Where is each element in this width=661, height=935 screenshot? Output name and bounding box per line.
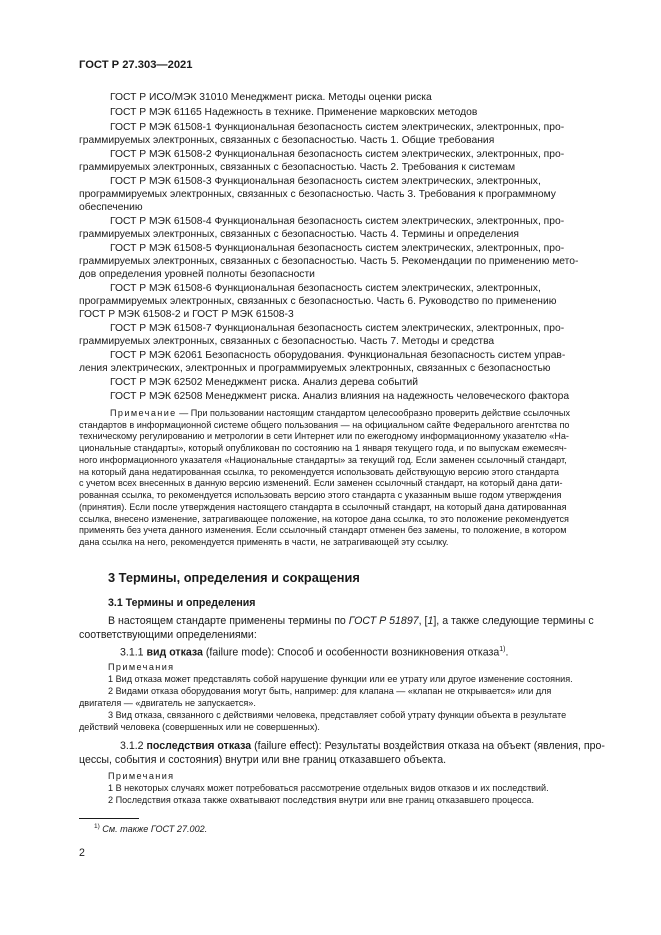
note-line: применять без учета данного изменения. Если ссылочный стандарт отменен без замены, то положение, в котором: [79, 525, 567, 535]
ref-line: граммируемых электронных, связанных с безопасностью. Часть 7. Методы и средства: [79, 336, 495, 347]
intro-paragraph-line: соответствующими определениями:: [79, 629, 257, 641]
ref-line: обеспечению: [79, 202, 143, 213]
ref-line: граммируемых электронных, связанных с безопасностью. Часть 5. Рекомендации по применению мето-: [79, 256, 579, 267]
term-definition: 3.1.1 вид отказа (failure mode): Способ и особенности возникновения отказа$^{1)}$.: [120, 646, 509, 659]
note-line: циональные стандарты», который опубликован по состоянию на 1 января текущего года, и по выпускам ежемесяч-: [79, 443, 567, 453]
note-item: действий человека (совершенных или не совершенных).: [79, 722, 320, 732]
ref-line: ГОСТ Р МЭК 61508-6 Функциональная безопасность систем электрических, электронных,: [110, 283, 541, 294]
note-line: дана ссылка на него, рекомендуется применять в части, не затрагивающей эту ссылку.: [79, 537, 449, 547]
gost-reference: ГОСТ Р 51897: [348, 615, 419, 627]
notes-label: Примечания: [108, 771, 175, 781]
term-name: последствия отказа: [146, 740, 252, 752]
bibliography-reference: 1: [427, 615, 434, 627]
intro-paragraph-line: В настоящем стандарте применены термины по ГОСТ Р 51897, [1], а также следующие термины с: [108, 615, 594, 627]
note-label: Примечание: [110, 408, 177, 418]
ref-line: ГОСТ Р МЭК 61508-3 Функциональная безопасность систем электрических, электронных,: [110, 176, 541, 187]
term-name: вид отказа: [146, 646, 203, 659]
ref-line: ГОСТ Р МЭК 61508-2 и ГОСТ Р МЭК 61508-3: [79, 309, 294, 320]
note-item: 3 Вид отказа, связанного с действиями человека, представляет собой утрату функции объекта в результате: [108, 710, 567, 720]
note-item: 1 Вид отказа может представлять собой нарушение функции или ее утрату или другое изменение состояния.: [108, 674, 573, 684]
ref-line: ГОСТ Р МЭК 61165 Надежность в технике. Применение марковских методов: [110, 107, 478, 118]
ref-line: граммируемых электронных, связанных с безопасностью. Часть 2. Требования к системам: [79, 162, 516, 173]
ref-line: ГОСТ Р МЭК 61508-1 Функциональная безопасность систем электрических, электронных, про-: [110, 122, 565, 133]
ref-line: ГОСТ Р МЭК 62061 Безопасность оборудования. Функциональная безопасность систем управ-: [110, 350, 566, 361]
section-heading: 3 Термины, определения и сокращения: [108, 570, 360, 585]
footnote: $^{1)}$ См. также ГОСТ 27.002.: [94, 823, 208, 835]
note-item: двигателя — «двигатель не запускается».: [79, 698, 256, 708]
note-item: 2 Последствия отказа также охватывают последствия внутри или вне границ отказавшего процесса.: [108, 795, 534, 805]
note-line: техническому регулированию и метрологии в сети Интернет или по ежегодному информационному указателю «На-: [79, 431, 569, 441]
ref-line: дов определения уровней полноты безопасности: [79, 269, 315, 280]
footnote-mark: 1): [94, 823, 100, 830]
ref-line: ГОСТ Р МЭК 62502 Менеджмент риска. Анализ дерева событий: [110, 377, 418, 388]
ref-line: ления электрических, электронных и программируемых электронных, связанных с безопасностью: [79, 363, 551, 374]
ref-line: ГОСТ Р МЭК 61508-2 Функциональная безопасность систем электрических, электронных, про-: [110, 149, 565, 160]
ref-line: ГОСТ Р ИСО/МЭК 31010 Менеджмент риска. Методы оценки риска: [110, 92, 432, 103]
note-line: с учетом всех внесенных в данную версию изменений. Если заменен ссылочный стандарт, на который дана дати-: [79, 478, 563, 488]
subsection-heading: 3.1 Термины и определения: [108, 597, 256, 609]
note-item: 2 Видами отказа оборудования могут быть, например: для клапана — «клапан не открывается» или для: [108, 686, 552, 696]
note-line: стандартов в информационной системе общего пользования — на официальном сайте Федерального агентства по: [79, 420, 570, 430]
note-item: 1 В некоторых случаях может потребоваться рассмотрение отдельных видов отказов и их последствий.: [108, 783, 549, 793]
note-line: ного информационного указателя «Национальные стандарты» за текущий год. Если заменен ссылочный стандарт,: [79, 455, 567, 465]
ref-line: ГОСТ Р МЭК 61508-4 Функциональная безопасность систем электрических, электронных, про-: [110, 216, 565, 227]
ref-line: граммируемых электронных, связанных с безопасностью. Часть 4. Термины и определения: [79, 229, 520, 240]
note-line: ссылка, внесено изменение, затрагивающее положение, на которое дана ссылка, то это положение рекомендуется: [79, 514, 569, 524]
ref-line: ГОСТ Р МЭК 61508-7 Функциональная безопасность систем электрических, электронных, про-: [110, 323, 565, 334]
ref-line: ГОСТ Р МЭК 61508-5 Функциональная безопасность систем электрических, электронных, про-: [110, 243, 565, 254]
ref-line: программируемых электронных, связанных с безопасностью. Часть 6. Руководство по применению: [79, 296, 557, 307]
note-line: рованная ссылка, то рекомендуется использовать версию этого стандарта с указанным выше годом утверждения: [79, 490, 562, 500]
term-definition: 3.1.2 последствия отказа (failure effect): Результаты воздействия отказа на объект (явления, про-: [120, 740, 605, 752]
footnote-mark: 1): [499, 646, 506, 653]
notes-label: Примечания: [108, 662, 175, 672]
ref-line: программируемых электронных, связанных с безопасностью. Часть 3. Требования к программному: [79, 189, 556, 200]
note-line: (принятия). Если после утверждения настоящего стандарта в ссылочный стандарт, на который дана датированная: [79, 502, 567, 512]
footnote-separator: [79, 818, 139, 819]
note-line: Примечание — При пользовании настоящим стандартом целесообразно проверить действие ссылочных: [110, 408, 571, 418]
note-line: на который дана недатированная ссылка, то рекомендуется использовать действующую версию этого стандарта: [79, 467, 559, 477]
term-definition-line: цессы, события и состояния) внутри или вне границ отказавшего объекта.: [79, 754, 447, 766]
document-header: ГОСТ Р 27.303—2021: [79, 59, 193, 71]
page-number: 2: [79, 847, 85, 859]
ref-line: ГОСТ Р МЭК 62508 Менеджмент риска. Анализ влияния на надежность человеческого фактора: [110, 391, 570, 402]
ref-line: граммируемых электронных, связанных с безопасностью. Часть 1. Общие требования: [79, 135, 495, 146]
